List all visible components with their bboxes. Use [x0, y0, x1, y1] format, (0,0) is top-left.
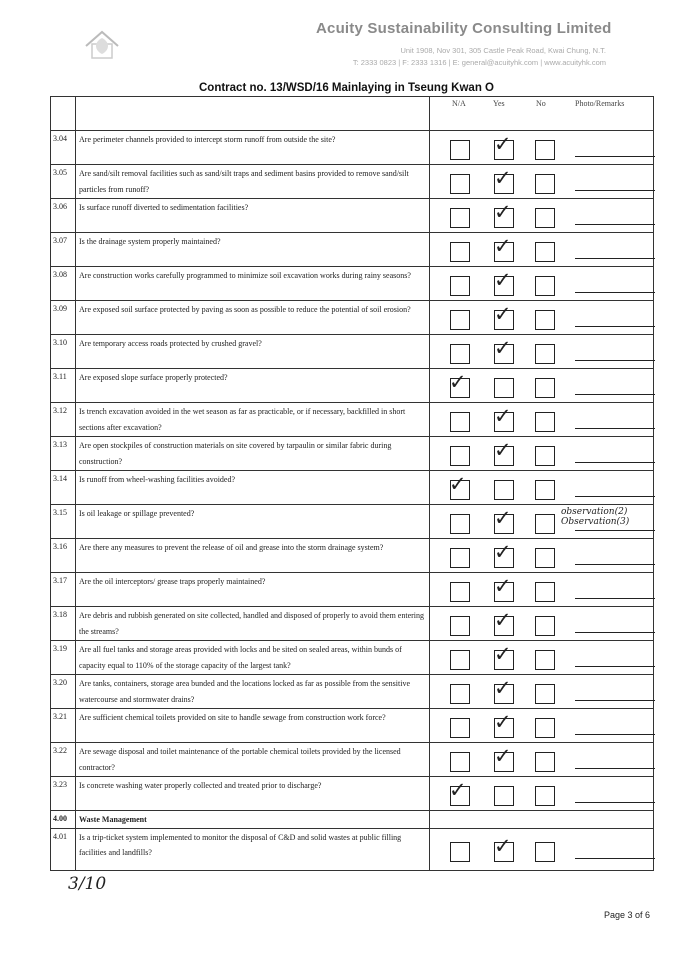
checkbox-no[interactable] [535, 480, 555, 500]
checklist-row [51, 777, 654, 811]
tick-mark-icon: ✓ [494, 234, 512, 258]
section-row [51, 811, 654, 829]
checkbox-no[interactable] [535, 514, 555, 534]
checklist-row [51, 828, 654, 870]
checkbox-no[interactable] [535, 242, 555, 262]
item-question: Are there any measures to prevent the release of oil and grease into the storm drainage system? [76, 539, 430, 573]
header-answer-cell [430, 97, 654, 131]
answer-cell [430, 437, 654, 471]
item-number: 3.11 [51, 369, 76, 403]
remark-line[interactable] [575, 598, 655, 599]
checklist-row [51, 607, 654, 641]
item-question: Are perimeter channels provided to intercept storm runoff from outside the site? [76, 131, 430, 165]
item-question: Are sand/silt removal facilities such as sand/silt traps and sediment basins provided to remove sand/silt particles from runoff? [76, 165, 430, 199]
checklist-row [51, 437, 654, 471]
checkbox-yes[interactable] [494, 480, 514, 500]
checklist-row [51, 335, 654, 369]
checkbox-na[interactable] [450, 842, 470, 862]
remark-line[interactable] [575, 190, 655, 191]
remark-line[interactable] [575, 632, 655, 633]
checklist-row [51, 131, 654, 165]
answer-cell [430, 539, 654, 573]
remark-line[interactable] [575, 734, 655, 735]
checklist-row [51, 165, 654, 199]
column-header: No [536, 99, 546, 108]
checkbox-no[interactable] [535, 276, 555, 296]
tick-mark-icon: ✓ [494, 132, 512, 156]
checkbox-na[interactable] [450, 276, 470, 296]
checkbox-na[interactable] [450, 310, 470, 330]
checklist-row [51, 471, 654, 505]
checklist-row [51, 403, 654, 437]
answer-cell [430, 777, 654, 811]
item-number: 3.14 [51, 471, 76, 505]
checklist-table [50, 96, 654, 871]
item-number: 3.21 [51, 709, 76, 743]
item-question: Is the drainage system properly maintained? [76, 233, 430, 267]
item-number: 3.10 [51, 335, 76, 369]
item-number: 3.12 [51, 403, 76, 437]
tick-mark-icon: ✓ [494, 642, 512, 666]
header-num-cell [51, 97, 76, 131]
checkbox-na[interactable] [450, 242, 470, 262]
answer-cell [430, 335, 654, 369]
checklist-row [51, 233, 654, 267]
checkbox-na[interactable] [450, 208, 470, 228]
checklist-row [51, 539, 654, 573]
checkbox-na[interactable] [450, 174, 470, 194]
checklist-row [51, 641, 654, 675]
tick-mark-icon: ✓ [494, 608, 512, 632]
item-question: Are construction works carefully programmed to minimize soil excavation works during rainy seasons? [76, 267, 430, 301]
item-number: 3.13 [51, 437, 76, 471]
remark-line[interactable] [575, 768, 655, 769]
checkbox-no[interactable] [535, 208, 555, 228]
checkbox-na[interactable] [450, 684, 470, 704]
tick-mark-icon: ✓ [494, 744, 512, 768]
item-question: Are sufficient chemical toilets provided on site to handle sewage from construction work force? [76, 709, 430, 743]
tick-mark-icon: ✓ [494, 438, 512, 462]
checkbox-no[interactable] [535, 718, 555, 738]
remark-line[interactable] [575, 666, 655, 667]
item-question: Are all fuel tanks and storage areas provided with locks and be sited on sealed areas, within bunds of capacity equal to 110% of the storage capacity of the largest tank? [76, 641, 430, 675]
remark-line[interactable] [575, 292, 655, 293]
checkbox-na[interactable] [450, 344, 470, 364]
checkbox-no[interactable] [535, 582, 555, 602]
remark-line[interactable] [575, 428, 655, 429]
item-number: 3.15 [51, 505, 76, 539]
checkbox-no[interactable] [535, 752, 555, 772]
checkbox-na[interactable] [450, 140, 470, 160]
checkbox-na[interactable] [450, 616, 470, 636]
tick-mark-icon: ✓ [494, 540, 512, 564]
checklist-row [51, 267, 654, 301]
remark-line[interactable] [575, 462, 655, 463]
item-question: Are open stockpiles of construction materials on site covered by tarpaulin or similar fabric during construction? [76, 437, 430, 471]
checkbox-no[interactable] [535, 616, 555, 636]
answer-cell [430, 131, 654, 165]
tick-mark-icon: ✓ [494, 200, 512, 224]
item-question: Is trench excavation avoided in the wet season as far as practicable, or if necessary, backfilled in short sections after excavation? [76, 403, 430, 437]
answer-cell [430, 369, 654, 403]
handwritten-note: 3/10 [68, 874, 107, 894]
item-number: 3.08 [51, 267, 76, 301]
tick-mark-icon: ✓ [494, 833, 512, 858]
checklist-row [51, 199, 654, 233]
checkbox-yes[interactable] [494, 378, 514, 398]
remark-line[interactable] [575, 224, 655, 225]
remark-line[interactable] [575, 858, 655, 859]
section-number: 4.00 [51, 811, 76, 829]
answer-cell [430, 573, 654, 607]
checklist-row [51, 709, 654, 743]
answer-cell [430, 403, 654, 437]
checklist-row [51, 369, 654, 403]
item-question: Is runoff from wheel-washing facilities avoided? [76, 471, 430, 505]
item-number: 3.07 [51, 233, 76, 267]
item-question: Is oil leakage or spillage prevented? [76, 505, 430, 539]
item-question: Is surface runoff diverted to sedimentation facilities? [76, 199, 430, 233]
remark-line[interactable] [575, 394, 655, 395]
item-number: 3.19 [51, 641, 76, 675]
contract-title: Contract no. 13/WSD/16 Mainlaying in Tseung Kwan O [199, 82, 494, 94]
checkbox-no[interactable] [535, 684, 555, 704]
answer-cell [430, 743, 654, 777]
tick-mark-icon: ✓ [494, 166, 512, 190]
remark-line[interactable] [575, 326, 655, 327]
item-question: Are the oil interceptors/ grease traps properly maintained? [76, 573, 430, 607]
checkbox-no[interactable] [535, 412, 555, 432]
answer-cell [430, 828, 654, 870]
checkbox-no[interactable] [535, 842, 555, 862]
remark-line[interactable] [575, 564, 655, 565]
item-number: 3.04 [51, 131, 76, 165]
company-logo [78, 20, 126, 68]
remark-line[interactable] [575, 530, 655, 531]
checklist-row [51, 301, 654, 335]
remark-line[interactable] [575, 802, 655, 803]
header-question-cell [76, 97, 430, 131]
company-address: Unit 1908, Nov 301, 305 Castle Peak Road, Kwai Chung, N.T. [400, 46, 606, 55]
checkbox-no[interactable] [535, 344, 555, 364]
column-header: Yes [493, 99, 505, 108]
tick-mark-icon: ✓ [449, 370, 467, 394]
checkbox-na[interactable] [450, 752, 470, 772]
header-row [51, 97, 654, 131]
tick-mark-icon: ✓ [449, 472, 467, 496]
item-question: Are temporary access roads protected by crushed gravel? [76, 335, 430, 369]
checkbox-no[interactable] [535, 786, 555, 806]
checkbox-no[interactable] [535, 548, 555, 568]
remark-line[interactable] [575, 700, 655, 701]
tick-mark-icon: ✓ [494, 336, 512, 360]
remark-line[interactable] [575, 496, 655, 497]
checklist-row [51, 675, 654, 709]
checkbox-na[interactable] [450, 582, 470, 602]
item-number: 3.22 [51, 743, 76, 777]
section-title: Waste Management [76, 811, 430, 829]
answer-cell [430, 641, 654, 675]
item-number: 3.16 [51, 539, 76, 573]
section-answer-cell [430, 811, 654, 829]
answer-cell [430, 301, 654, 335]
checkbox-na[interactable] [450, 446, 470, 466]
item-number: 4.01 [51, 828, 76, 870]
tick-mark-icon: ✓ [494, 506, 512, 530]
answer-cell [430, 505, 654, 539]
tick-mark-icon: ✓ [494, 710, 512, 734]
company-contact: T: 2333 0823 | F: 2333 1316 | E: general@acuityhk.com | www.acuityhk.com [352, 58, 606, 67]
checkbox-na[interactable] [450, 412, 470, 432]
checkbox-na[interactable] [450, 650, 470, 670]
tick-mark-icon: ✓ [494, 404, 512, 428]
checkbox-na[interactable] [450, 514, 470, 534]
answer-cell [430, 675, 654, 709]
item-number: 3.18 [51, 607, 76, 641]
checkbox-no[interactable] [535, 446, 555, 466]
tick-mark-icon: ✓ [494, 302, 512, 326]
checklist-row [51, 505, 654, 539]
item-number: 3.05 [51, 165, 76, 199]
item-question: Are tanks, containers, storage area bunded and the locations locked as far as possible from the sensitive watercourse and stormwater drains? [76, 675, 430, 709]
checkbox-no[interactable] [535, 140, 555, 160]
checkbox-na[interactable] [450, 718, 470, 738]
company-name: Acuity Sustainability Consulting Limited [316, 20, 612, 37]
tick-mark-icon: ✓ [449, 778, 467, 802]
column-header: Photo/Remarks [575, 99, 625, 108]
remark-handwriting: observation(2) Observation(3) [561, 507, 630, 527]
checkbox-no[interactable] [535, 174, 555, 194]
item-question: Are sewage disposal and toilet maintenance of the portable chemical toilets provided by the licensed contractor? [76, 743, 430, 777]
item-number: 3.06 [51, 199, 76, 233]
answer-cell [430, 267, 654, 301]
remark-line[interactable] [575, 360, 655, 361]
checklist-row [51, 743, 654, 777]
item-number: 3.20 [51, 675, 76, 709]
tick-mark-icon: ✓ [494, 268, 512, 292]
answer-cell [430, 165, 654, 199]
item-question: Is concrete washing water properly collected and treated prior to discharge? [76, 777, 430, 811]
item-question: Are exposed slope surface properly protected? [76, 369, 430, 403]
checkbox-no[interactable] [535, 378, 555, 398]
item-question: Are debris and rubbish generated on site collected, handled and disposed of properly to avoid them entering the streams? [76, 607, 430, 641]
item-number: 3.09 [51, 301, 76, 335]
answer-cell [430, 607, 654, 641]
tick-mark-icon: ✓ [494, 574, 512, 598]
checkbox-no[interactable] [535, 310, 555, 330]
checklist-row [51, 573, 654, 607]
item-question: Are exposed soil surface protected by paving as soon as possible to reduce the potential of soil erosion? [76, 301, 430, 335]
tick-mark-icon: ✓ [494, 676, 512, 700]
checkbox-yes[interactable] [494, 786, 514, 806]
remark-line[interactable] [575, 258, 655, 259]
item-question: Is a trip-ticket system implemented to monitor the disposal of C&D and solid wastes at public filling facilities and landfills? [76, 828, 430, 870]
answer-cell [430, 471, 654, 505]
column-header: N/A [452, 99, 466, 108]
answer-cell [430, 199, 654, 233]
item-number: 3.23 [51, 777, 76, 811]
page-number: Page 3 of 6 [603, 910, 650, 920]
answer-cell [430, 709, 654, 743]
answer-cell [430, 233, 654, 267]
remark-line[interactable] [575, 156, 655, 157]
checkbox-no[interactable] [535, 650, 555, 670]
item-number: 3.17 [51, 573, 76, 607]
checkbox-na[interactable] [450, 548, 470, 568]
